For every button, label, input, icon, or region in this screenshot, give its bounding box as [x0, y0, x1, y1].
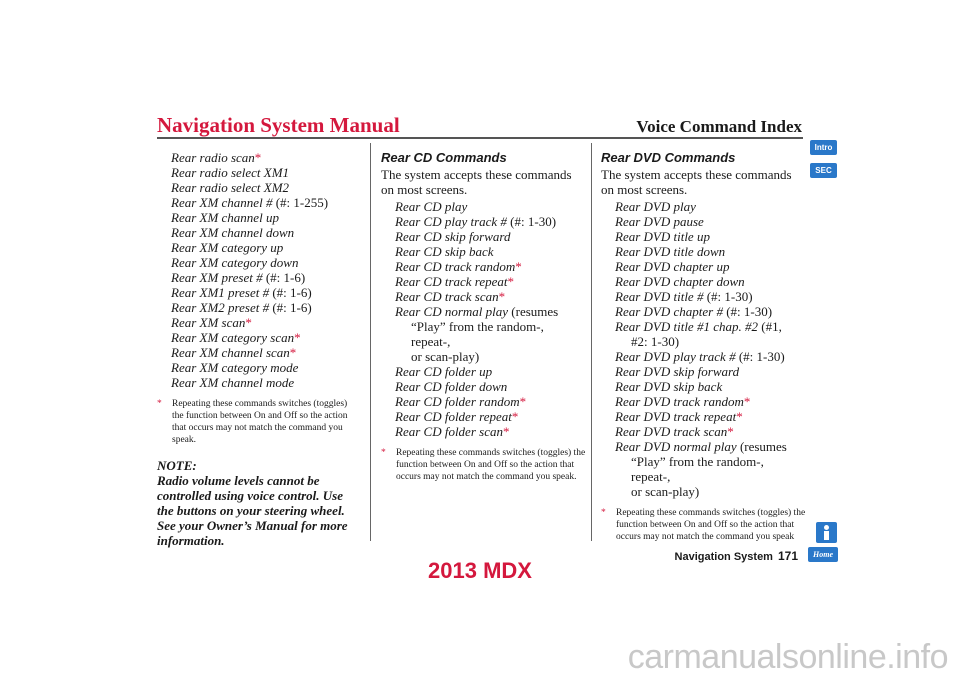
- command-item: [157, 240, 357, 255]
- rear-cd-commands-column: [381, 150, 586, 483]
- command-item: [601, 379, 806, 394]
- model-watermark: 2013 MDX: [428, 558, 532, 583]
- command-text: Rear DVD pause: [615, 214, 704, 229]
- toggle-asterisk: *: [511, 409, 519, 424]
- command-text: Rear XM channel down: [171, 225, 295, 240]
- header-rule: [157, 137, 803, 139]
- column-separator: [370, 143, 371, 541]
- command-text: Rear DVD play track #: [615, 349, 736, 364]
- command-list: [381, 199, 586, 439]
- command-text: Rear XM channel #: [171, 195, 273, 210]
- command-continuation: or scan-play): [411, 349, 480, 364]
- command-text: Rear DVD skip forward: [615, 364, 740, 379]
- command-item: [157, 345, 357, 360]
- toggle-asterisk: *: [519, 394, 527, 409]
- command-text: Rear CD track repeat: [395, 274, 508, 289]
- command-text: Rear DVD skip back: [615, 379, 723, 394]
- rear-cd-heading: Rear CD Commands: [381, 150, 507, 165]
- command-item: [157, 210, 357, 225]
- note-text: Radio volume levels cannot be controlled using voice control. Use the buttons on your steering wheel. See your Owner’s Manual for more information.: [157, 473, 348, 548]
- column-separator: [591, 143, 592, 541]
- footnote-asterisk: *: [157, 399, 162, 409]
- command-text: Rear XM category up: [171, 240, 284, 255]
- command-item: [381, 409, 586, 424]
- command-text: Rear XM scan: [171, 315, 246, 330]
- footnote: [157, 398, 357, 446]
- command-text: Rear radio select XM2: [171, 180, 290, 195]
- command-item: [381, 424, 586, 439]
- footnote: [381, 447, 586, 483]
- command-text: Rear CD track random: [395, 259, 516, 274]
- command-text: Rear DVD title down: [615, 244, 726, 259]
- command-item: [381, 304, 586, 319]
- toggle-asterisk: *: [294, 330, 301, 345]
- command-item: [381, 214, 586, 229]
- command-list: [601, 199, 806, 499]
- tab-sec[interactable]: SEC: [810, 163, 837, 178]
- page-number: 171: [777, 549, 798, 563]
- command-text: Rear CD normal play: [395, 304, 509, 319]
- command-item: [381, 259, 586, 274]
- command-list: [157, 150, 357, 390]
- command-text: Rear CD play: [395, 199, 468, 214]
- command-range: (#1,: [757, 319, 782, 334]
- command-text: Rear radio scan: [171, 150, 255, 165]
- command-text: Rear CD folder down: [395, 379, 508, 394]
- info-icon[interactable]: [816, 522, 837, 543]
- command-item: [601, 319, 806, 334]
- footnote-asterisk: *: [601, 508, 606, 518]
- command-item: [601, 439, 806, 454]
- command-text: Rear CD folder random: [395, 394, 520, 409]
- command-text: Rear CD folder repeat: [395, 409, 512, 424]
- note-heading: NOTE:: [157, 458, 197, 473]
- command-text: Rear CD track scan: [395, 289, 499, 304]
- command-range: (#: 1-6): [262, 270, 306, 285]
- command-item: [157, 300, 357, 315]
- rear-dvd-commands-column: [601, 150, 806, 543]
- toggle-asterisk: *: [515, 259, 522, 274]
- toggle-asterisk: *: [289, 345, 297, 360]
- command-text: Rear XM channel up: [171, 210, 279, 225]
- command-range: (resumes: [508, 304, 559, 319]
- command-range: (#: 1-30): [506, 214, 557, 229]
- command-range: (#: 1-255): [272, 195, 329, 210]
- command-item: [381, 364, 586, 379]
- command-text: Rear DVD track scan: [615, 424, 728, 439]
- command-item: [601, 229, 806, 244]
- toggle-asterisk: *: [498, 289, 506, 304]
- command-item: [601, 409, 806, 424]
- command-item: [157, 330, 357, 345]
- footnote-text: Repeating these commands switches (toggles) the function between On and Off so the action that occurs may not match the command you speak: [616, 508, 806, 542]
- toggle-asterisk: *: [245, 315, 252, 330]
- command-range: (#: 1-6): [269, 285, 312, 300]
- command-item: [381, 229, 586, 244]
- toggle-asterisk: *: [502, 424, 510, 439]
- command-text: Rear XM category scan: [171, 330, 295, 345]
- command-item: [601, 424, 806, 439]
- command-item: [157, 225, 357, 240]
- command-text: Rear DVD track repeat: [615, 409, 737, 424]
- command-text: Rear DVD track random: [615, 394, 744, 409]
- command-range: (resumes: [736, 439, 787, 454]
- command-range: (#: 1-30): [703, 289, 753, 304]
- command-text: Rear XM category down: [171, 255, 299, 270]
- command-item: [381, 379, 586, 394]
- command-text: Rear DVD chapter down: [615, 274, 745, 289]
- rear-dvd-heading: Rear DVD Commands: [601, 150, 736, 165]
- toggle-asterisk: *: [507, 274, 515, 289]
- footnote-asterisk: *: [381, 448, 386, 458]
- command-text: Rear DVD title up: [615, 229, 710, 244]
- command-item: [601, 214, 806, 229]
- rear-dvd-intro: The system accepts these commands on most screens.: [601, 167, 792, 197]
- footnote-text: Repeating these commands switches (toggles) the function between On and Off so the action that occurs may not match the command you speak.: [172, 399, 348, 445]
- command-item: [381, 289, 586, 304]
- command-item: [157, 270, 357, 285]
- footnote-text: Repeating these commands switches (toggles) the function between On and Off so the action that occurs may not match the command you speak.: [396, 448, 586, 482]
- command-item: [157, 150, 357, 165]
- command-range: (#: 1-30): [735, 349, 785, 364]
- command-range: (#: 1-6): [269, 300, 312, 315]
- command-item: [157, 180, 357, 195]
- command-text: Rear XM preset #: [171, 270, 263, 285]
- command-item: [157, 360, 357, 375]
- command-item: [601, 394, 806, 409]
- command-text: Rear CD skip back: [395, 244, 494, 259]
- section-title: Voice Command Index: [636, 117, 802, 136]
- brand-title: Navigation System Manual: [157, 113, 400, 137]
- command-range: (#: 1-30): [722, 304, 773, 319]
- command-item: [381, 199, 586, 214]
- command-text: Rear DVD title #: [615, 289, 704, 304]
- command-text: Rear XM2 preset #: [171, 300, 270, 315]
- command-item: [601, 364, 806, 379]
- command-text: Rear CD folder scan: [395, 424, 503, 439]
- rear-cd-intro: The system accepts these commands on most screens.: [381, 167, 572, 197]
- command-item: [157, 285, 357, 300]
- command-item: [601, 274, 806, 289]
- command-continuation: #2: 1-30): [631, 334, 680, 349]
- command-continuation: or scan-play): [631, 484, 700, 499]
- command-text: Rear XM channel mode: [171, 375, 295, 390]
- command-text: Rear XM channel scan: [171, 345, 290, 360]
- command-item: [601, 244, 806, 259]
- command-text: Rear radio select XM1: [171, 165, 290, 180]
- command-item: [601, 304, 806, 319]
- command-item: [381, 394, 586, 409]
- command-item: [157, 315, 357, 330]
- footnote: [601, 507, 806, 543]
- command-item: [157, 165, 357, 180]
- toggle-asterisk: *: [727, 424, 734, 439]
- command-item: [157, 375, 357, 390]
- command-continuation: “Play” from the random-, repeat-,: [411, 319, 544, 349]
- command-continuation: “Play” from the random-, repeat-,: [631, 454, 764, 484]
- command-item: [601, 259, 806, 274]
- command-item: [157, 195, 357, 210]
- command-text: Rear DVD normal play: [615, 439, 737, 454]
- command-text: Rear CD play track #: [395, 214, 507, 229]
- command-item: [157, 255, 357, 270]
- command-item: [601, 349, 806, 364]
- toggle-asterisk: *: [254, 150, 262, 165]
- toggle-asterisk: *: [743, 394, 751, 409]
- command-text: Rear CD folder up: [395, 364, 493, 379]
- toggle-asterisk: *: [736, 409, 743, 424]
- command-text: Rear DVD chapter #: [615, 304, 723, 319]
- command-text: Rear DVD play: [615, 199, 696, 214]
- command-text: Rear XM1 preset #: [171, 285, 270, 300]
- command-text: Rear DVD chapter up: [615, 259, 730, 274]
- tab-intro[interactable]: Intro: [810, 140, 837, 155]
- footer-label: Navigation System: [674, 551, 773, 563]
- command-text: Rear XM category mode: [171, 360, 299, 375]
- command-item: [381, 244, 586, 259]
- command-item: [601, 199, 806, 214]
- site-watermark: carmanualsonline.info: [627, 638, 948, 676]
- radio-commands-column: [157, 150, 357, 548]
- command-item: [381, 274, 586, 289]
- command-item: [601, 289, 806, 304]
- command-text: Rear DVD title #1 chap. #2: [615, 319, 758, 334]
- command-text: Rear CD skip forward: [395, 229, 511, 244]
- home-button[interactable]: Home: [808, 547, 838, 562]
